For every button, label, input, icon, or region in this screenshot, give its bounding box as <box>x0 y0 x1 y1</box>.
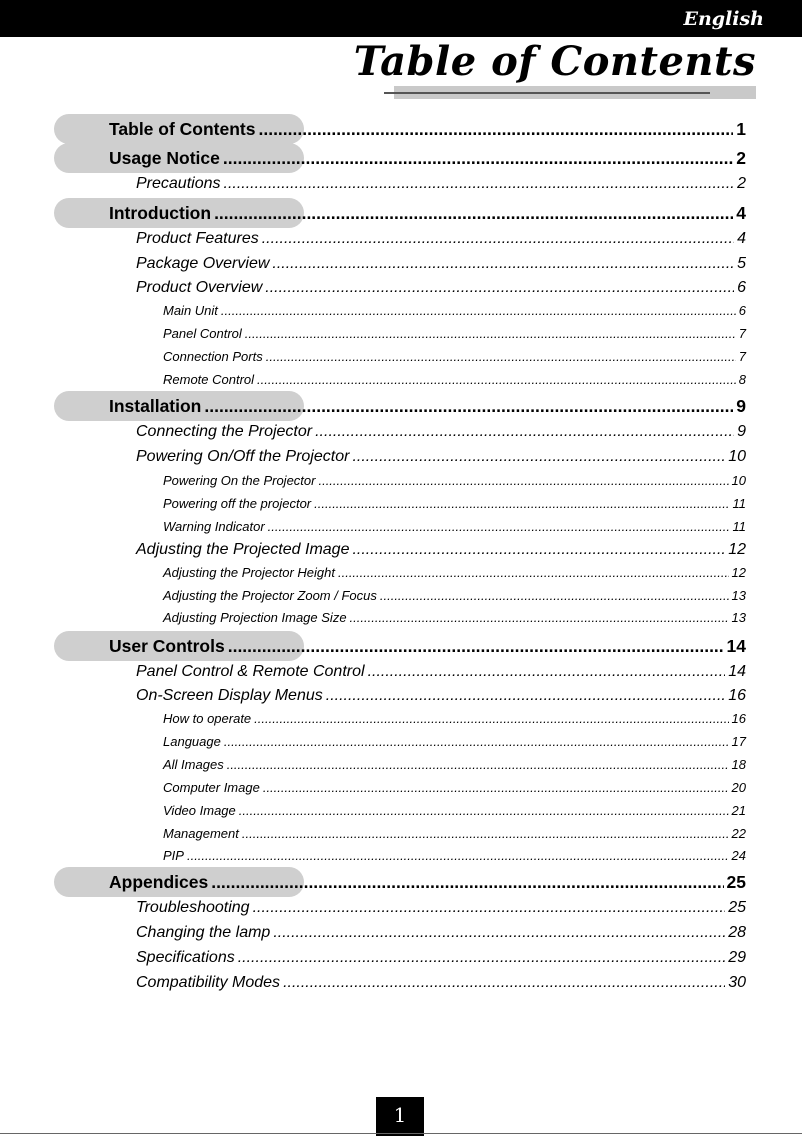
toc-entry-level-1[interactable] <box>109 203 746 224</box>
toc-entry-title: Table of Contents <box>109 119 256 139</box>
toc-entry-title: Troubleshooting <box>136 899 250 916</box>
toc-entry-page: 16 <box>731 711 746 726</box>
toc-entry-title: Powering On the Projector <box>163 473 316 488</box>
toc-entry-level-1[interactable] <box>109 872 746 893</box>
toc-entry-level-2[interactable] <box>136 899 746 917</box>
toc-entry-title: Computer Image <box>163 780 260 795</box>
toc-entry-level-2[interactable] <box>136 448 746 466</box>
toc-entry-page: 24 <box>731 848 746 863</box>
toc-entry-title: Panel Control & Remote Control <box>136 663 365 680</box>
toc-entry-level-2[interactable] <box>136 974 746 992</box>
dot-leader <box>265 279 734 297</box>
toc-entry-page: 25 <box>728 899 746 916</box>
dot-leader <box>221 303 736 318</box>
toc-entry-title: Adjusting the Projected Image <box>136 541 350 558</box>
dot-leader <box>273 924 725 942</box>
toc-entry-page: 13 <box>731 610 746 625</box>
toc-entry-level-2[interactable] <box>136 924 746 942</box>
dot-leader <box>326 687 725 705</box>
toc-entry-title: Adjusting the Projector Zoom / Focus <box>163 588 377 603</box>
toc-entry-level-1[interactable] <box>109 148 746 169</box>
toc-entry-title: Video Image <box>163 803 236 818</box>
toc-entry-title: Package Overview <box>136 255 270 272</box>
toc-entry-level-3[interactable] <box>163 303 746 318</box>
dot-leader <box>254 711 728 726</box>
toc-entry-title: On-Screen Display Menus <box>136 687 323 704</box>
dot-leader <box>228 636 724 657</box>
toc-entry-level-3[interactable] <box>163 826 746 841</box>
toc-entry-title: Powering On/Off the Projector <box>136 448 350 465</box>
dot-leader <box>214 203 733 224</box>
toc-entry-page: 10 <box>731 473 746 488</box>
dot-leader <box>266 349 736 364</box>
toc-entry-title: Adjusting the Projector Height <box>163 565 335 580</box>
dot-leader <box>245 326 736 341</box>
toc-entry-page: 6 <box>738 303 746 318</box>
dot-leader <box>211 872 723 893</box>
toc-entry-page: 14 <box>726 636 746 656</box>
toc-entry-title: Changing the lamp <box>136 924 271 941</box>
page-title: Table of Contents <box>353 38 756 85</box>
dot-leader <box>242 826 729 841</box>
dot-leader <box>268 519 730 534</box>
dot-leader <box>204 396 733 417</box>
toc-entry-level-3[interactable] <box>163 757 746 772</box>
toc-entry-level-1[interactable] <box>109 119 746 140</box>
toc-entry-level-3[interactable] <box>163 610 746 625</box>
dot-leader <box>368 663 726 681</box>
toc-entry-page: 12 <box>728 541 746 558</box>
dot-leader <box>253 899 726 917</box>
dot-leader <box>314 496 729 511</box>
dot-leader <box>338 565 729 580</box>
dot-leader <box>352 448 725 466</box>
toc-entry-page: 14 <box>728 663 746 680</box>
toc-entry-page: 9 <box>737 423 746 440</box>
toc-entry-page: 7 <box>738 349 746 364</box>
toc-entry-level-2[interactable] <box>136 279 746 297</box>
toc-entry-level-2[interactable] <box>136 255 746 273</box>
toc-entry-title: Product Features <box>136 230 259 247</box>
toc-entry-page: 9 <box>736 396 746 416</box>
toc-entry-level-3[interactable] <box>163 326 746 341</box>
dot-leader <box>238 949 725 967</box>
dot-leader <box>227 757 729 772</box>
toc-entry-title: Precautions <box>136 175 221 192</box>
toc-entry-level-2[interactable] <box>136 175 746 193</box>
toc-entry-title: Appendices <box>109 872 209 892</box>
toc-entry-title: Usage Notice <box>109 148 220 168</box>
toc-entry-level-3[interactable] <box>163 734 746 749</box>
toc-entry-page: 28 <box>728 924 746 941</box>
toc-entry-level-2[interactable] <box>136 663 746 681</box>
toc-entry-title: Compatibility Modes <box>136 974 281 991</box>
toc-entry-level-3[interactable] <box>163 803 746 818</box>
toc-entry-page: 1 <box>736 119 746 139</box>
toc-entry-title: Remote Control <box>163 372 255 387</box>
dot-leader <box>223 148 733 169</box>
toc-entry-title: All Images <box>163 757 224 772</box>
page-number: 1 <box>393 1103 407 1127</box>
toc-entry-page: 16 <box>728 687 746 704</box>
toc-entry-page: 2 <box>736 148 746 168</box>
dot-leader <box>262 230 734 248</box>
dot-leader <box>187 848 729 863</box>
dot-leader <box>272 255 734 273</box>
dot-leader <box>263 780 729 795</box>
toc-entry-page: 30 <box>728 974 746 991</box>
toc-entry-level-3[interactable] <box>163 372 746 387</box>
toc-entry-level-3[interactable] <box>163 565 746 580</box>
toc-entry-page: 4 <box>737 230 746 247</box>
toc-entry-title: PIP <box>163 848 184 863</box>
toc-entry-page: 10 <box>728 448 746 465</box>
toc-entry-title: Warning Indicator <box>163 519 265 534</box>
toc-entry-level-3[interactable] <box>163 473 746 488</box>
toc-entry-title: Specifications <box>136 949 235 966</box>
toc-entry-title: Installation <box>109 396 202 416</box>
toc-entry-title: How to operate <box>163 711 252 726</box>
toc-entry-title: Panel Control <box>163 326 242 341</box>
toc-entry-level-2[interactable] <box>136 949 746 967</box>
dot-leader <box>380 588 729 603</box>
dot-leader <box>318 473 728 488</box>
dot-leader <box>350 610 729 625</box>
toc-entry-title: Adjusting Projection Image Size <box>163 610 347 625</box>
dot-leader <box>257 372 736 387</box>
toc-entry-title: Introduction <box>109 203 212 223</box>
dot-leader <box>283 974 725 992</box>
page-number-box <box>376 1097 424 1136</box>
toc-entry-title: Connecting the Projector <box>136 423 313 440</box>
toc-entry-title: User Controls <box>109 636 225 656</box>
toc-entry-page: 8 <box>738 372 746 387</box>
toc-entry-page: 6 <box>737 279 746 296</box>
toc-entry-page: 13 <box>731 588 746 603</box>
toc-entry-page: 2 <box>737 175 746 192</box>
toc-entry-level-2[interactable] <box>136 541 746 559</box>
toc-entry-title: Product Overview <box>136 279 263 296</box>
toc-entry-level-1[interactable] <box>109 396 746 417</box>
toc-entry-page: 7 <box>738 326 746 341</box>
toc-entry-page: 22 <box>731 826 746 841</box>
dot-leader <box>315 423 734 441</box>
toc-entry-level-3[interactable] <box>163 780 746 795</box>
toc-entry-page: 17 <box>731 734 746 749</box>
toc-entry-title: Main Unit <box>163 303 218 318</box>
toc-entry-level-3[interactable] <box>163 711 746 726</box>
toc-entry-level-3[interactable] <box>163 519 746 534</box>
toc-entry-page: 4 <box>736 203 746 223</box>
toc-entry-page: 11 <box>732 496 746 511</box>
toc-entry-page: 18 <box>731 757 746 772</box>
dot-leader <box>239 803 729 818</box>
toc-entry-level-2[interactable] <box>136 687 746 705</box>
toc-entry-level-2[interactable] <box>136 423 746 441</box>
language-label: English <box>683 8 764 30</box>
toc-entry-level-3[interactable] <box>163 588 746 603</box>
toc-entry-page: 20 <box>731 780 746 795</box>
toc-entry-level-3[interactable] <box>163 349 746 364</box>
toc-entry-level-3[interactable] <box>163 848 746 863</box>
bottom-rule <box>0 1133 802 1134</box>
toc-entry-level-3[interactable] <box>163 496 746 511</box>
toc-entry-level-2[interactable] <box>136 230 746 248</box>
toc-entry-page: 5 <box>737 255 746 272</box>
toc-entry-title: Powering off the projector <box>163 496 312 511</box>
toc-entry-page: 21 <box>731 803 746 818</box>
dot-leader <box>352 541 725 559</box>
toc-entry-level-1[interactable] <box>109 636 746 657</box>
toc-entry-page: 12 <box>731 565 746 580</box>
toc-entry-page: 11 <box>732 519 746 534</box>
toc-entry-title: Connection Ports <box>163 349 263 364</box>
toc-entry-page: 25 <box>726 872 746 892</box>
toc-entry-title: Management <box>163 826 239 841</box>
dot-leader <box>258 119 733 140</box>
toc-entry-page: 29 <box>728 949 746 966</box>
toc-entry-title: Language <box>163 734 221 749</box>
dot-leader <box>224 734 729 749</box>
dot-leader <box>224 175 735 193</box>
